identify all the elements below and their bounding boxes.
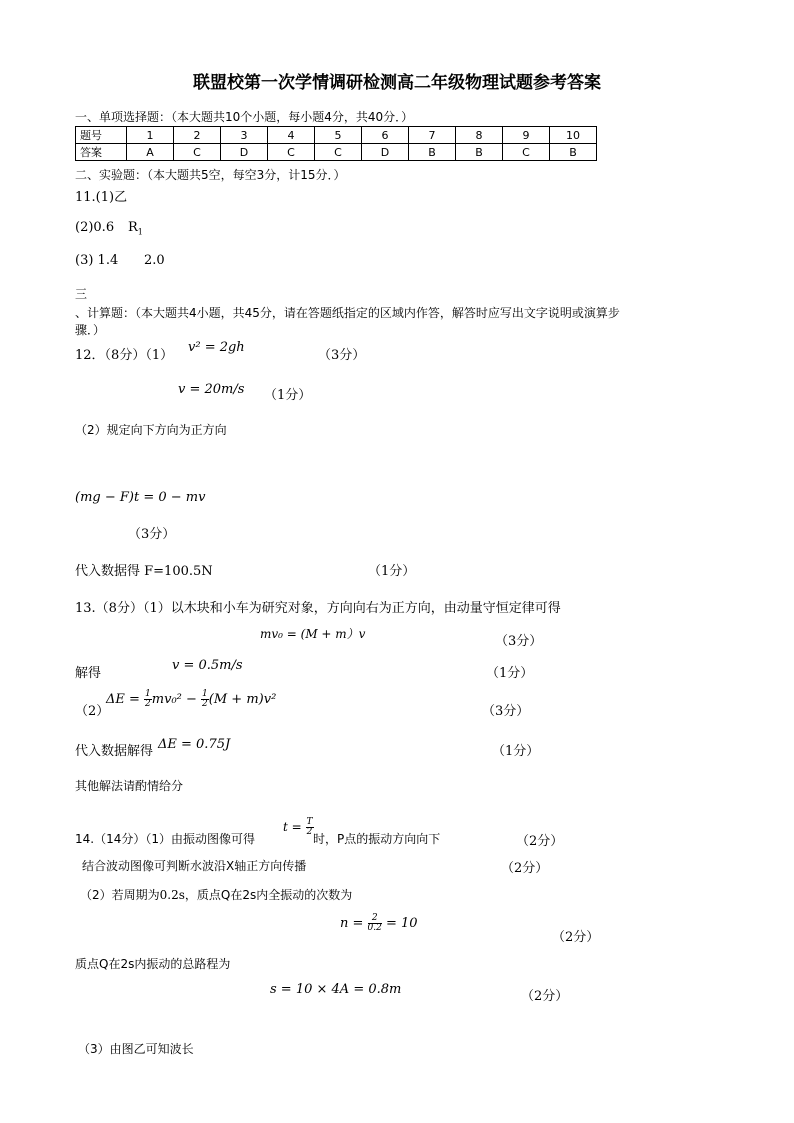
q13-score-2: （1分）	[486, 666, 534, 681]
q12-equation-2: v = 20m/s	[178, 382, 245, 397]
q13-equation-2: v = 0.5m/s	[172, 658, 243, 673]
answer-cell: B	[550, 144, 597, 161]
q13-equation-1: mv₀ = (M + m）v	[260, 627, 366, 641]
q13-score-4: （1分）	[492, 744, 540, 759]
answer-cell: C	[174, 144, 221, 161]
q11-part3-value-a: (3) 1.4	[75, 253, 119, 268]
q13-result-equation: ΔE = 0.75J	[158, 737, 231, 752]
question-number: 2	[174, 127, 221, 144]
question-number: 9	[503, 127, 550, 144]
q14-score-4: （2分）	[521, 989, 569, 1004]
answer-cell: C	[268, 144, 315, 161]
q12-equation-1: v² = 2gh	[188, 340, 245, 355]
q13-part2-label: （2）	[75, 704, 110, 719]
q14-score-2: （2分）	[501, 861, 549, 876]
row-header-answer: 答案	[76, 144, 127, 161]
q13-label: 13.（8分）（1）以木块和小车为研究对象，方向向右为正方向，由动量守恒定律可得	[75, 601, 561, 616]
q13-score-1: （3分）	[495, 634, 543, 649]
answer-cell: B	[456, 144, 503, 161]
q12-result: 代入数据得 F=100.5N	[75, 564, 213, 579]
row-header-number: 题号	[76, 127, 127, 144]
answer-cell: D	[362, 144, 409, 161]
answer-cell: A	[127, 144, 174, 161]
q14-score-3: （2分）	[552, 930, 600, 945]
question-number: 5	[315, 127, 362, 144]
q14-equation-s: s = 10 × 4A = 0.8m	[270, 982, 402, 997]
section3-heading-line2: 骤．）	[75, 323, 106, 337]
q13-solve-label: 解得	[75, 666, 102, 681]
question-number: 10	[550, 127, 597, 144]
section3-heading-line1: 、计算题：（本大题共4小题，共45分，请在答题纸指定的区域内作答，解答时应写出文字说明或演算步	[75, 306, 620, 320]
q13-other-solutions: 其他解法请酌情给分	[75, 779, 184, 793]
q14-score-1: （2分）	[516, 834, 564, 849]
table-row-numbers	[76, 127, 597, 144]
q14-t-equation: t = $\frac{T}{2}$	[283, 817, 313, 837]
question-number: 4	[268, 127, 315, 144]
q11-part2-value: (2)0.6	[75, 220, 115, 235]
q12-label: 12．（8分）（1）	[75, 348, 174, 363]
q12-part2: （2）规定向下方向为正方向	[75, 423, 227, 437]
q12-equation-3: (mg − F)t = 0 − mv	[75, 490, 206, 505]
answer-table	[75, 126, 597, 161]
q13-score-3: （3分）	[482, 704, 530, 719]
q14-line5: （3）由图乙可知波长	[78, 1042, 194, 1056]
q11-part2-resistor: $R_1$	[128, 220, 143, 237]
q12-score-4: （1分）	[368, 564, 416, 579]
q14-line4: 质点Q在2s内振动的总路程为	[75, 957, 231, 971]
q11-part1: 11.(1)乙	[75, 190, 128, 205]
q13-result: 代入数据解得	[75, 744, 154, 759]
table-row-answers	[76, 144, 597, 161]
answer-cell: B	[409, 144, 456, 161]
q14-line1-a: 14.（14分）（1）由振动图像可得	[75, 832, 255, 846]
answer-cell: C	[315, 144, 362, 161]
q14-line2: 结合波动图像可判断水波沿X轴正方向传播	[82, 859, 307, 873]
page-title: 联盟校第一次学情调研检测高二年级物理试题参考答案	[193, 73, 601, 93]
section3-number: 三	[75, 287, 88, 301]
q14-line3: （2）若周期为0.2s，质点Q在2s内全振动的次数为	[80, 888, 353, 902]
q12-score-3: （3分）	[128, 527, 176, 542]
question-number: 6	[362, 127, 409, 144]
q14-line1-b: 时，P点的振动方向向下	[313, 832, 441, 846]
question-number: 1	[127, 127, 174, 144]
q12-score-1: （3分）	[318, 348, 366, 363]
question-number: 7	[409, 127, 456, 144]
answer-cell: D	[221, 144, 268, 161]
answer-cell: C	[503, 144, 550, 161]
section1-heading: 一、单项选择题：（本大题共10个小题，每小题4分，共40分．）	[75, 110, 414, 124]
section2-heading: 二、实验题：（本大题共5空，每空3分，计15分．）	[75, 168, 346, 182]
q14-equation-n: n = $\frac{2}{0.2}$ = 10	[340, 913, 418, 933]
q13-equation-3: ΔE = $\frac{1}{2}$ mv₀² − $\frac{1}{2}$ (M + m)v²	[106, 689, 277, 709]
question-number: 3	[221, 127, 268, 144]
q11-part3-value-b: 2.0	[144, 253, 165, 268]
q12-score-2: （1分）	[264, 388, 312, 403]
question-number: 8	[456, 127, 503, 144]
